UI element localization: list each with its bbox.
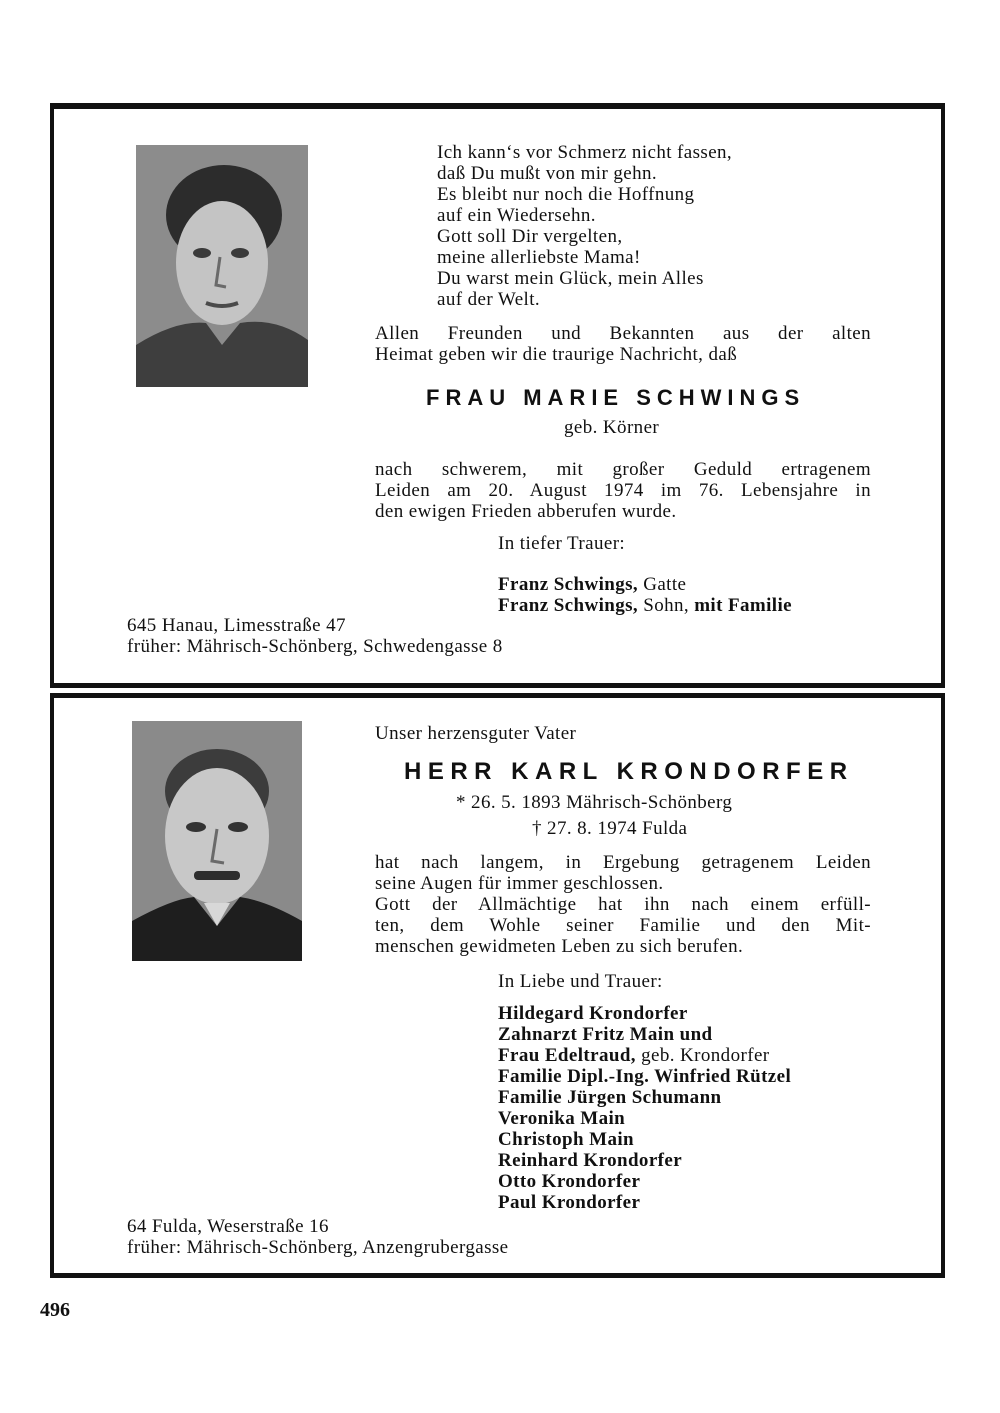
mourning-line: In tiefer Trauer:: [498, 533, 626, 554]
signers-list: [498, 574, 792, 616]
signer-name: Zahnarzt Fritz Main und: [498, 1024, 713, 1045]
announcement-body: [375, 459, 871, 522]
body-line: Leiden am 20. August 1974 im 76. Lebensjahre in: [375, 480, 871, 501]
signers-list: [498, 1003, 791, 1213]
signer-entry: [498, 1024, 791, 1045]
poem-line: Gott soll Dir vergelten,: [437, 226, 623, 247]
poem-line: auf der Welt.: [437, 289, 541, 310]
death-date: † 27. 8. 1974 Fulda: [532, 818, 688, 839]
body-line: nach schwerem, mit großer Geduld ertragenem: [375, 459, 871, 480]
signer-name: Familie Dipl.-Ing. Winfried Rützel: [498, 1066, 792, 1087]
signer-role: Sohn,: [638, 595, 690, 616]
deceased-name: HERR KARL KRONDORFER: [404, 758, 854, 785]
signer-entry: [498, 1192, 791, 1213]
poem-line: Es bleibt nur noch die Hoffnung: [437, 184, 695, 205]
signer-name: Christoph Main: [498, 1129, 634, 1150]
portrait-photo-karl-krondorfer: [132, 721, 302, 961]
signer-name: Familie Jürgen Schumann: [498, 1087, 722, 1108]
signer-name: Veronika Main: [498, 1108, 626, 1129]
signer-entry: [498, 1087, 791, 1108]
current-address: 64 Fulda, Weserstraße 16: [127, 1216, 329, 1237]
body-line: seine Augen für immer geschlossen.: [375, 873, 664, 894]
page-number: 496: [40, 1299, 70, 1321]
former-address: früher: Mährisch-Schönberg, Schwedengasse 8: [127, 636, 503, 657]
body-line: ten, dem Wohle seiner Familie und den Mit-: [375, 915, 871, 936]
poem-line: meine allerliebste Mama!: [437, 247, 641, 268]
signer-entry: [498, 1066, 791, 1087]
signer-note: geb. Krondorfer: [635, 1045, 770, 1066]
poem-line: Ich kann‘s vor Schmerz nicht fassen,: [437, 142, 733, 163]
address-block: [127, 615, 503, 657]
birth-date: * 26. 5. 1893 Mährisch-Schönberg: [456, 792, 733, 813]
signer-entry: [498, 595, 792, 616]
obituary-notice-marie-schwings: [50, 103, 945, 688]
intro-line: Heimat geben wir die traurige Nachricht, daß: [375, 344, 738, 365]
intro-line: Allen Freunden und Bekannten aus der alten: [375, 323, 871, 344]
signer-entry: [498, 1108, 791, 1129]
signer-entry: [498, 1171, 791, 1192]
poem-line: auf ein Wiedersehn.: [437, 205, 596, 226]
mourning-line: In Liebe und Trauer:: [498, 971, 663, 992]
current-address: 645 Hanau, Limesstraße 47: [127, 615, 346, 636]
signer-role: Gatte: [638, 574, 687, 595]
signer-name: Franz Schwings,: [498, 574, 639, 595]
body-line: hat nach langem, in Ergebung getragenem Leiden: [375, 852, 871, 873]
obituary-notice-karl-krondorfer: [50, 693, 945, 1278]
poem-line: daß Du mußt von mir gehn.: [437, 163, 658, 184]
body-line: menschen gewidmeten Leben zu sich berufen.: [375, 936, 744, 957]
signer-name: Paul Krondorfer: [498, 1192, 641, 1213]
signer-name: Hildegard Krondorfer: [498, 1003, 688, 1024]
poem-line: Du warst mein Glück, mein Alles: [437, 268, 704, 289]
signer-name: Frau Edeltraud,: [498, 1045, 636, 1066]
former-address: früher: Mährisch-Schönberg, Anzengrubergasse: [127, 1237, 509, 1258]
announcement-intro: [375, 323, 871, 365]
signer-name: Otto Krondorfer: [498, 1171, 641, 1192]
signer-entry: [498, 1150, 791, 1171]
signer-entry: [498, 1045, 791, 1066]
maiden-name: geb. Körner: [564, 417, 660, 438]
signer-entry: [498, 1129, 791, 1150]
memorial-poem: [437, 142, 732, 310]
deceased-name: FRAU MARIE SCHWINGS: [426, 385, 806, 410]
announcement-body: [375, 852, 871, 957]
body-line: Gott der Allmächtige hat ihn nach einem erfüll-: [375, 894, 871, 915]
signer-name: Reinhard Krondorfer: [498, 1150, 683, 1171]
opening-line: Unser herzensguter Vater: [375, 723, 577, 744]
signer-entry: [498, 574, 792, 595]
address-block: [127, 1216, 509, 1258]
signer-entry: [498, 1003, 791, 1024]
body-line: den ewigen Frieden abberufen wurde.: [375, 501, 677, 522]
portrait-photo-marie-schwings: [136, 145, 308, 387]
signer-name: Franz Schwings,: [498, 595, 639, 616]
signer-extra: mit Familie: [689, 595, 792, 616]
